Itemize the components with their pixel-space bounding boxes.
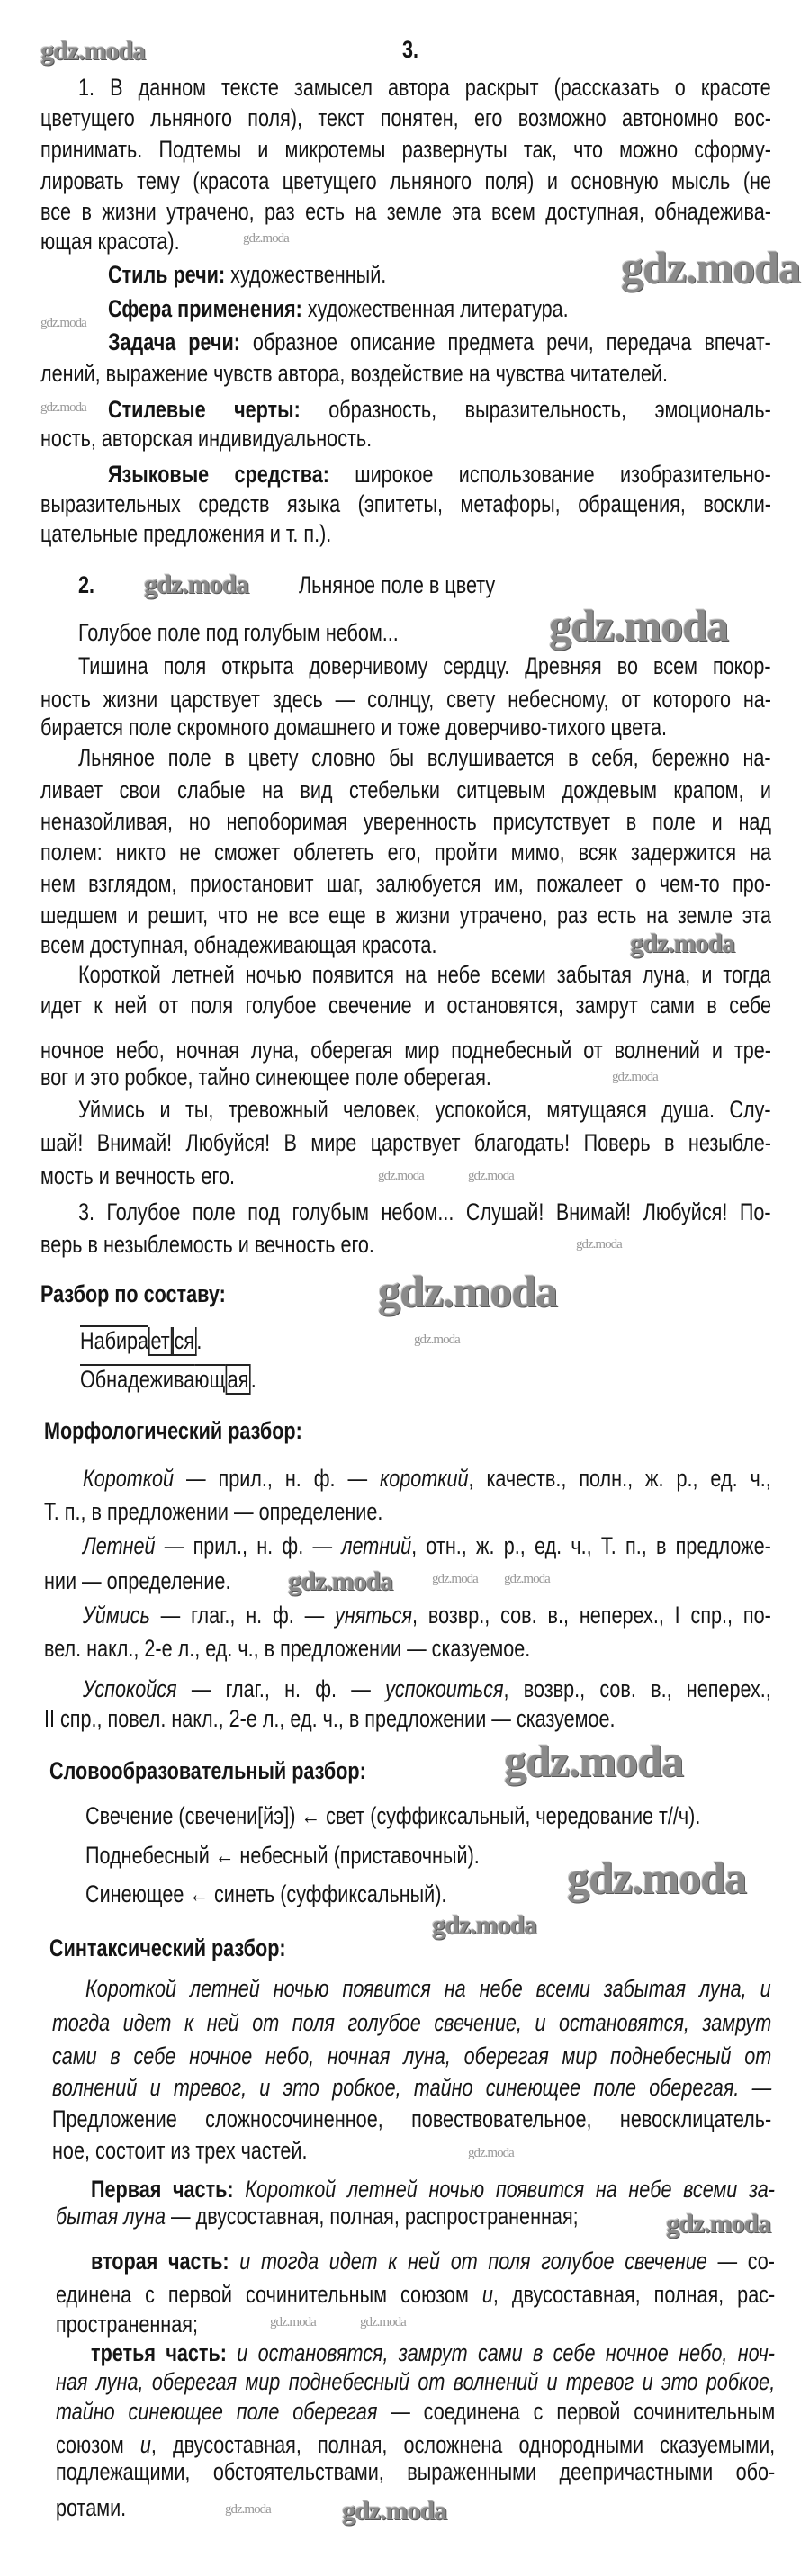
speech-task-line: лений, выражение чувств автора, воздействие на чувства читателей.	[40, 360, 669, 387]
watermark: gdz.moda	[270, 2315, 316, 2329]
style-features-line: ность, авторская индивидуальность.	[40, 425, 373, 452]
language-means-label: Языковые средства:	[108, 461, 329, 488]
watermark: gdz.moda	[612, 1070, 658, 1084]
text-line: мость и вечность его.	[40, 1162, 235, 1189]
morph-base: короткий	[380, 1465, 469, 1492]
watermark: gdz.moda	[504, 1736, 683, 1786]
page-number: 3.	[402, 36, 419, 63]
speech-style-label: Стиль речи:	[108, 261, 226, 288]
watermark: gdz.moda	[549, 600, 728, 651]
speech-task	[108, 326, 771, 358]
morph-rest: , возвр., сов. в., неперех., I спр., по-	[412, 1602, 771, 1629]
text-line: шай! Внимай! Любуйся! В мире царствует благодать! Поверь в незыбле-	[40, 1129, 771, 1156]
task3-line: верь в незыблемость и вечность его.	[40, 1231, 374, 1258]
watermark: gdz.moda	[432, 1910, 537, 1940]
speech-sphere	[108, 292, 771, 325]
composition-heading: Разбор по составу:	[40, 1280, 226, 1307]
text-line: вог и это робкое, тайно синеющее поле оберегая.	[40, 1064, 491, 1091]
morph-item-line: II спр., повел. накл., 2-е л., ед. ч., в предложении — сказуемое.	[44, 1705, 616, 1732]
watermark: gdz.moda	[630, 929, 735, 958]
watermark: gdz.moda	[378, 1266, 557, 1316]
syntax-sentence-line: сами в себе ночное небо, ночная луна, оберегая мир поднебесный от	[52, 2042, 772, 2069]
morph-rest: , качеств., полн., ж. р., ед. ч.,	[468, 1465, 771, 1492]
syntax-summary-line: Предложение сложносочиненное, повествовательное, невосклицатель-	[52, 2105, 772, 2132]
watermark: gdz.moda	[360, 2315, 406, 2329]
text-line: идет к ней от поля голубое свечение и остановятся, замрут сами в себе	[40, 992, 771, 1019]
text-line: всем доступная, обнадеживающая красота.	[40, 931, 437, 958]
morph-base: успокоиться	[385, 1675, 504, 1702]
part-label: Первая часть:	[91, 2176, 234, 2203]
morph-rest: , отн., ж. р., ед. ч., Т. п., в предложе-	[411, 1532, 771, 1559]
task1-line: ющая красота).	[40, 228, 180, 255]
task1-line: цветущего льняного поля), текст понятен, его возможно автономно вос-	[40, 104, 771, 131]
watermark: gdz.moda	[40, 400, 86, 415]
watermark: gdz.moda	[468, 1169, 514, 1183]
conjunction: и	[140, 2431, 151, 2458]
morphology-heading: Морфологический разбор:	[44, 1417, 302, 1444]
punct: .	[196, 1327, 202, 1354]
part-desc: единена с первой сочинительным союзом	[56, 2281, 482, 2308]
part-text: бытая луна	[56, 2203, 166, 2230]
text-line: Тишина поля открыта доверчивому сердцу. Древняя во всем покор-	[78, 652, 771, 679]
watermark: gdz.moda	[378, 1169, 424, 1183]
speech-task-label: Задача речи:	[108, 328, 240, 355]
morph-word: Успокойся	[83, 1675, 177, 1702]
text-line: ливает свои слабые на вид стебельки ситцевым дождевым крапом, и	[40, 776, 771, 803]
watermark: gdz.moda	[243, 231, 289, 246]
ending-mark: ет	[148, 1327, 172, 1356]
part-desc: , двусоставная, полная, осложнена однородными сказуемыми,	[150, 2431, 776, 2458]
speech-style-value: художественный.	[225, 261, 387, 288]
syntax-sentence-line: тогда идет к ней от поля голубое свечение, и остановятся, замрут	[52, 2009, 772, 2036]
suffix-mark: ва	[174, 1366, 195, 1393]
part-label: третья часть:	[91, 2339, 227, 2366]
morph-item	[83, 1462, 771, 1494]
watermark: gdz.moda	[40, 316, 86, 330]
text-line: бирается поле скромного домашнего и тоже доверчиво-тихого цвета.	[40, 714, 668, 740]
text-line: Голубое поле под голубым небом...	[78, 619, 399, 646]
morph-word: Уймись	[83, 1602, 150, 1629]
part-text: и остановятся, замрут сами в себе ночное небо, ноч-	[226, 2339, 775, 2366]
language-means-line: выразительных средств языка (эпитеты, метафоры, обращения, воскли-	[40, 490, 771, 517]
part-text: и тогда идет к ней от поля голубое свечение	[229, 2248, 707, 2275]
style-features	[108, 393, 771, 426]
part-desc: , двусоставная, полная, рас-	[492, 2281, 776, 2308]
composition-word-2	[80, 1363, 332, 1396]
composition-word-1	[80, 1324, 332, 1357]
ending-mark: ая	[225, 1364, 251, 1395]
morph-word: Короткой	[83, 1465, 174, 1492]
text-line: неназойливая, но непоборимая уверенность присутствует в поле и над	[40, 808, 771, 835]
watermark: gdz.moda	[666, 2209, 771, 2239]
morph-mid: — прил., н. ф. —	[155, 1532, 342, 1559]
watermark: gdz.moda	[567, 1853, 746, 1903]
watermark: gdz.moda	[342, 2496, 447, 2526]
task1-line: принимать. Подтемы и микротемы развернуты так, что можно сформу-	[40, 136, 771, 163]
morph-mid: — глаг., н. ф. —	[149, 1602, 336, 1629]
word-formation-line: Свечение (свечени[йэ]) ← свет (суффиксальный, чередование т//ч).	[86, 1802, 701, 1829]
part-text: Короткой летней ночью появится на небе всеми за-	[233, 2176, 775, 2203]
watermark: gdz.moda	[225, 2502, 271, 2517]
task2-title: Льняное поле в цвету	[299, 571, 496, 598]
punct: .	[250, 1366, 256, 1393]
language-means-value: широкое использование изобразительно-	[328, 461, 771, 488]
morph-item	[83, 1673, 771, 1705]
watermark: gdz.moda	[144, 570, 249, 599]
morph-item-line: Т. п., в предложении — определение.	[44, 1498, 383, 1525]
speech-sphere-value: художественная литература.	[302, 295, 569, 322]
watermark: gdz.moda	[576, 1237, 622, 1252]
watermark: gdz.moda	[621, 242, 800, 292]
speech-sphere-label: Сфера применения:	[108, 295, 302, 322]
morph-base: уняться	[335, 1602, 413, 1629]
word-formation-line: Синеющее ← синеть (суффиксальный).	[86, 1880, 447, 1907]
text-line: Короткой летней ночью появится на небе всеми забытая луна, и тогда	[78, 961, 771, 988]
task1-line: 1. В данном тексте замысел автора раскрыт (рассказать о красоте	[78, 74, 771, 101]
part-text: тайно синеющее поле оберегая	[56, 2398, 378, 2425]
morph-item	[83, 1530, 771, 1562]
syntax-part-3-line: ная луна, оберегая мир поднебесный от волнений и тревог и это робкое,	[56, 2368, 776, 2395]
watermark: gdz.moda	[468, 2146, 514, 2160]
root-mark: Набира	[80, 1327, 149, 1354]
morph-word: Летней	[83, 1532, 156, 1559]
syntax-part-3	[91, 2337, 775, 2369]
text-line: полем: никто не сможет облететь его, пройти мимо, всяк задержится на	[40, 839, 771, 866]
syntax-part-2	[91, 2245, 775, 2277]
conjunction: и	[482, 2281, 493, 2308]
syntax-sentence-line: Короткой летней ночью появится на небе всеми забытая луна, и	[86, 1975, 771, 2002]
task1-line: все в жизни утрачено, раз есть на земле эта всем доступная, обнадежива-	[40, 198, 771, 225]
part-desc: — соединена с первой сочинительным	[377, 2398, 776, 2425]
syntax-part-1-line	[56, 2200, 632, 2232]
part-desc: союзом	[56, 2431, 140, 2458]
speech-task-value: образное описание предмета речи, передача впечат-	[239, 328, 771, 355]
text-line: Льняное поле в цвету словно бы вслушивается в себя, бережно на-	[78, 744, 771, 771]
text-line: ность жизни царствует здесь — солнцу, свету небесному, от которого на-	[40, 686, 771, 713]
watermark: gdz.moda	[504, 1572, 550, 1586]
part-desc: — двусоставная, полная, распространенная;	[165, 2203, 579, 2230]
text-line: Уймись и ты, тревожный человек, успокойся, мятущаяся душа. Слу-	[78, 1096, 771, 1123]
style-features-label: Стилевые черты:	[108, 396, 301, 423]
word-formation-heading: Словообразовательный разбор:	[50, 1757, 366, 1784]
part-label: вторая часть:	[91, 2248, 230, 2275]
word-formation-line: Поднебесный ← небесный (приставочный).	[86, 1842, 480, 1869]
prefix-root-mark: Обнадежи	[80, 1366, 175, 1393]
morph-base: летний	[341, 1532, 412, 1559]
morph-rest: , возвр., сов. в., неперех.,	[503, 1675, 771, 1702]
text-line: нем взглядом, приостановит шаг, залюбуется им, пожалеет о чем-то про-	[40, 870, 771, 897]
style-features-value: образность, выразительность, эмоциональ-	[300, 396, 771, 423]
morph-mid: — глаг., н. ф. —	[176, 1675, 386, 1702]
morph-item	[83, 1599, 771, 1631]
morph-item-line: нии — определение.	[44, 1567, 231, 1594]
watermark: gdz.moda	[288, 1566, 393, 1596]
task1-line: лировать тему (красота цветущего льняного поля) и основную мысль (не	[40, 167, 771, 194]
postfix-mark: ся	[172, 1327, 196, 1356]
syntax-part-2-line	[56, 2278, 775, 2311]
text-line: шедшем и решит, что не все еще в жизни утрачено, раз есть на земле эта	[40, 902, 771, 929]
task2-number: 2.	[78, 571, 95, 598]
watermark: gdz.moda	[432, 1572, 478, 1586]
syntax-part-3-line	[56, 2395, 775, 2428]
syntax-part-3-line: подлежащими, обстоятельствами, выраженными деепричастными обо-	[56, 2458, 776, 2485]
language-means	[108, 458, 771, 490]
task3-line: 3. Голубое поле под голубым небом... Слушай! Внимай! Любуйся! По-	[78, 1198, 771, 1225]
morph-item-line: вел. накл., 2-е л., ед. ч., в предложении — сказуемое.	[44, 1635, 531, 1662]
morph-mid: — прил., н. ф. —	[173, 1465, 381, 1492]
syntax-part-3-line: ротами.	[56, 2494, 127, 2521]
syntax-part-2-line: пространенная;	[56, 2311, 198, 2338]
suffix-mark: ющ	[194, 1366, 226, 1393]
language-means-line: цательные предложения и т. п.).	[40, 520, 332, 547]
text-line: ночное небо, ночная луна, оберегая мир поднебесный от волнений и тре-	[40, 1037, 771, 1064]
syntax-sentence-line: волнений и тревог, и это робкое, тайно синеющее поле оберегая. —	[52, 2074, 772, 2101]
syntax-summary-line: ное, состоит из трех частей.	[52, 2137, 308, 2164]
watermark: gdz.moda	[414, 1333, 460, 1347]
part-desc: — со-	[706, 2248, 775, 2275]
syntax-heading: Синтаксический разбор:	[50, 1934, 286, 1961]
watermark: gdz.moda	[40, 36, 146, 66]
